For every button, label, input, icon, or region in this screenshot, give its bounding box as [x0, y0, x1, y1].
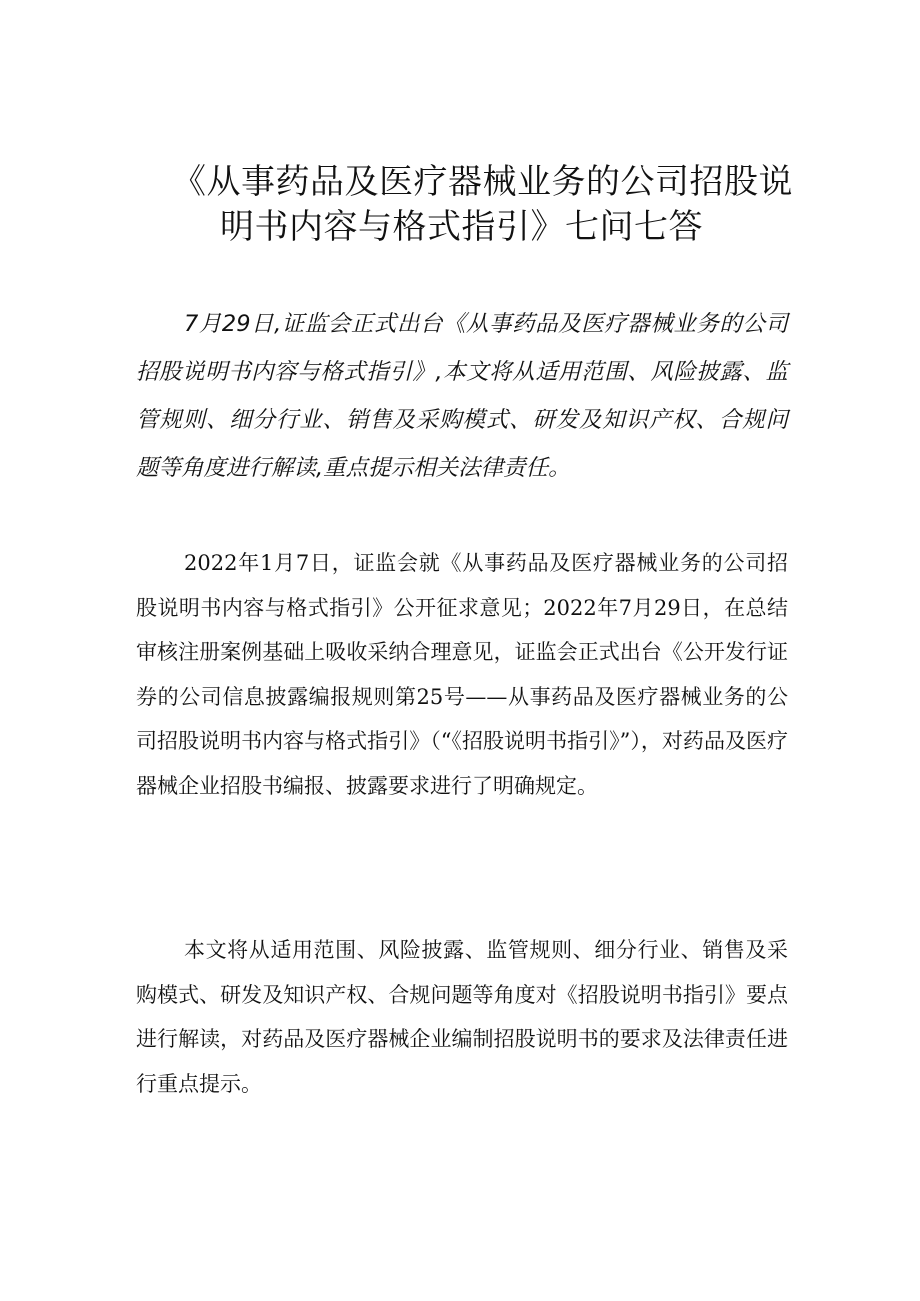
title-line-2: 明书内容与格式指引》七问七答	[220, 207, 703, 247]
title-line-1: 《从事药品及医疗器械业务的公司招股说	[172, 162, 793, 202]
lead-paragraph: 7月29日,证监会正式出台《从事药品及医疗器械业务的公司招股说明书内容与格式指引》,本文将从适用范围、风险披露、监管规则、细分行业、销售及采购模式、研发及知识产权、合规问题等角度进行解读,重点提示相关法律责任。	[136, 311, 788, 481]
body-paragraph-2: 本文将从适用范围、风险披露、监管规则、细分行业、销售及采购模式、研发及知识产权、合规问题等角度对《招股说明书指引》要点进行解读，对药品及医疗器械企业编制招股说明书的要求及法律责任进行重点提示。	[136, 938, 788, 1096]
document-title	[120, 160, 810, 250]
body-paragraph-1: 2022年1月7日，证监会就《从事药品及医疗器械业务的公司招股说明书内容与格式指引》公开征求意见；2022年7月29日，在总结审核注册案例基础上吸收采纳合理意见，证监会正式出台《公开发行证券的公司信息披露编报规则第25号——从事药品及医疗器械业务的公司招股说明书内容与格式指引》（“《招股说明书指引》”），对药品及医疗器械企业招股书编报、披露要求进行了明确规定。	[136, 551, 788, 798]
